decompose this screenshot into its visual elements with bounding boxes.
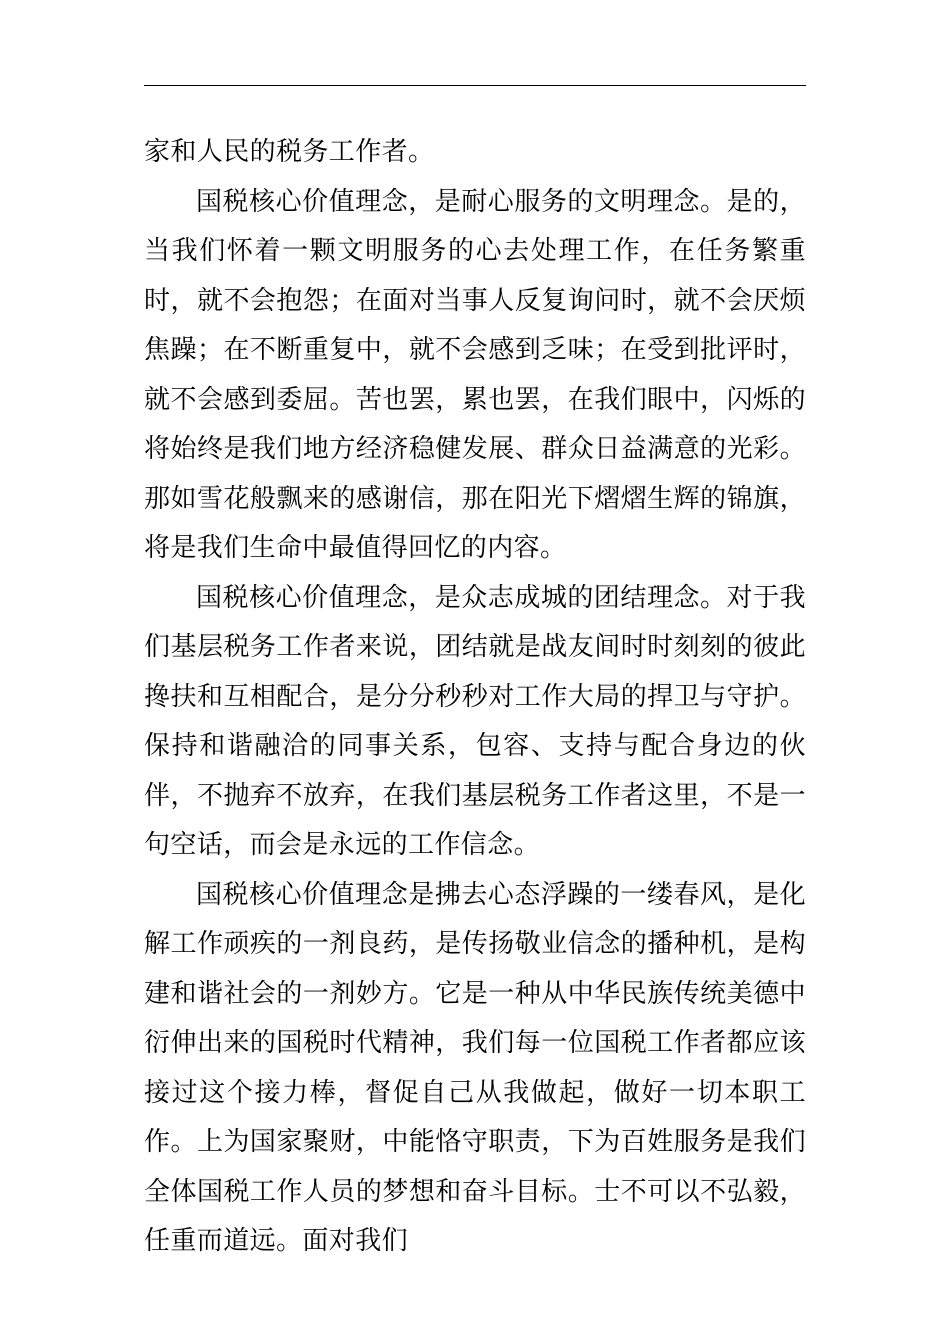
paragraph-continuation: 家和人民的税务工作者。 [144,137,435,167]
paragraph-unity: 国税核心价值理念，是众志成城的团结理念。对于我们基层税务工作者来说，团结就是战友间时时刻刻的彼此搀扶和互相配合，是分分秒秒对工作大局的捍卫与守护。保持和谐融洽的同事关系，包容、支持与配合身边的伙伴，不抛弃不放弃，在我们基层税务工作者这里，不是一句空话，而会是永远的工作信念。 [144,582,806,860]
paragraph-spirit: 国税核心价值理念是拂去心态浮躁的一缕春风，是化解工作顽疾的一剂良药，是传扬敬业信念的播种机，是构建和谐社会的一剂妙方。它是一种从中华民族传统美德中衍伸出来的国税时代精神，我们每一位国税工作者都应该接过这个接力棒，督促自己从我做起，做好一切本职工作。上为国家聚财，中能恪守职责，下为百姓服务是我们全体国税工作人员的梦想和奋斗目标。士不可以不弘毅，任重而道远。面对我们 [144,879,806,1256]
paragraph-patient-service: 国税核心价值理念，是耐心服务的文明理念。是的，当我们怀着一颗文明服务的心去处理工作，在任务繁重时，就不会抱怨；在面对当事人反复询问时，就不会厌烦焦躁；在不断重复中，就不会感到乏味；在受到批评时，就不会感到委屈。苦也罢，累也罢，在我们眼中，闪烁的将始终是我们地方经济稳健发展、群众日益满意的光彩。那如雪花般飘来的感谢信，那在阳光下熠熠生辉的锦旗，将是我们生命中最值得回忆的内容。 [144,186,806,563]
header-rule [144,85,806,86]
document-body [144,128,806,1267]
